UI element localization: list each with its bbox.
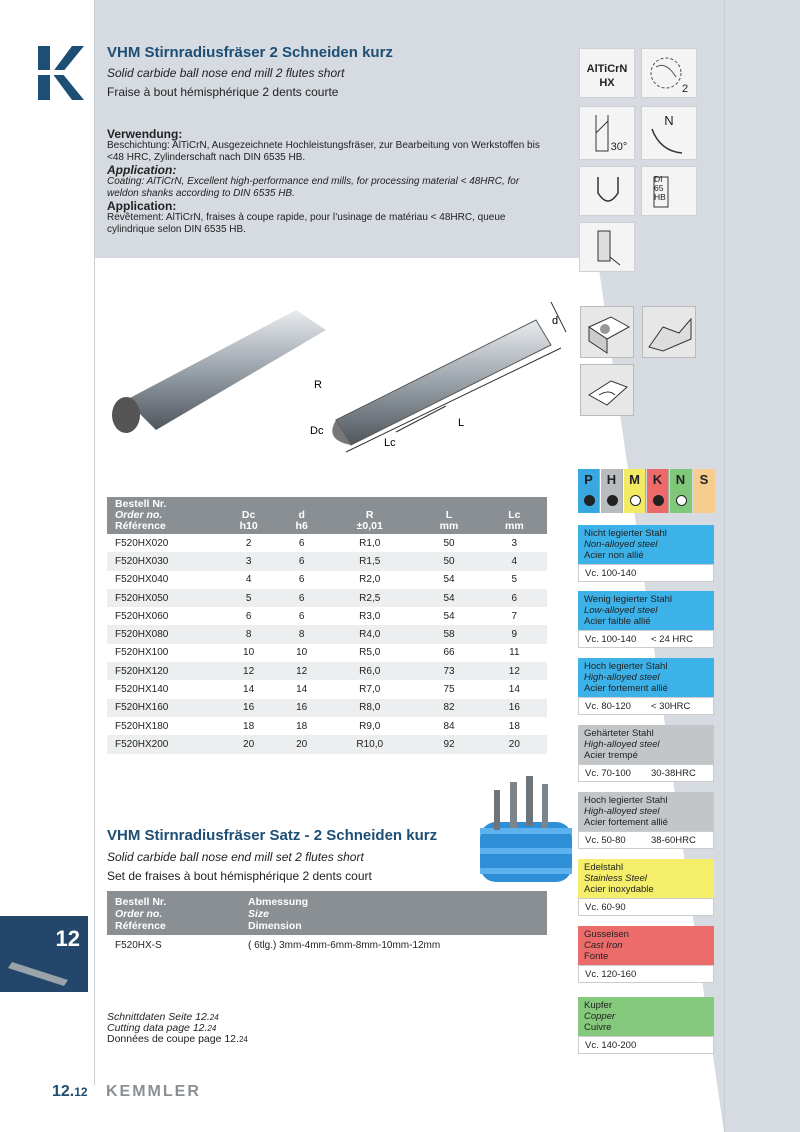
group-letter: H [606,472,617,487]
table-header-row [107,497,547,534]
spec-cell: 20 [217,735,280,753]
pocket-milling-icon [580,306,634,358]
helix-angle: 30° [610,141,628,153]
spec-cell: 8 [217,625,280,643]
spec-cell: 16 [217,699,280,717]
spec-cell: R4,0 [323,625,416,643]
usage-block [107,128,547,236]
usage-text-fr: Revêtement: AlTiCrN, fraises à coupe rapide, pour l’usinage de matériau < 48HRC, queue cylindrique selon DIN 6535 HB. [107,212,506,235]
label-lc: Lc [384,437,396,449]
table-row [107,607,547,625]
vc-value: Vc. 60-90 [585,902,626,913]
spec-cell: 2 [245,537,252,549]
vc-value: Vc. 70-100 [585,768,631,779]
material-entry [578,997,714,1054]
hardness-value: < 30HRC [651,701,691,712]
material-name-en: Stainless Steel [584,873,647,884]
table-row [107,571,547,589]
vc-value: Vc. 100-140 [585,634,637,645]
set-header-order-no: Bestell Nr. [115,896,167,908]
table-row [107,717,547,735]
material-name-en: High-alloyed steel [584,806,660,817]
shank-icon [641,166,697,216]
spec-cell: R2,0 [359,574,381,586]
tool-type-icon [641,106,697,160]
material-group-p [578,469,600,513]
spec-cell: R1,5 [323,552,416,570]
spec-cell: 12 [482,662,547,680]
header-order-no: Bestell Nr. Order no. Référence [107,497,217,534]
cutting-speed [578,1036,714,1054]
spec-cell: R7,0 [359,684,381,696]
spec-cell: 3 [217,552,280,570]
set-title-en: Solid carbide ball nose end mill set 2 flutes short [107,850,364,864]
spec-cell: 3 [511,537,518,549]
material-name-en: High-alloyed steel [584,672,660,683]
plunge-icon [579,222,635,272]
material-name-en: Copper [584,1011,616,1022]
table-row [107,625,547,643]
spec-cell: 5 [511,574,518,586]
tool-type: N [664,113,674,128]
tool-photo [112,310,326,433]
set-header-size-fr: Dimension [248,920,302,932]
spec-cell: 10 [296,647,308,659]
cutting-speed [578,697,714,715]
page-number: 12.12 [52,1083,88,1100]
material-name-en: Non-alloyed steel [584,539,658,550]
material-group-h [601,469,623,513]
cutting-ref-de-page: 24 [209,1013,219,1022]
cutting-ref-en: Cutting data page 12. [107,1022,208,1034]
spec-cell: 9 [482,625,547,643]
material-group-k [647,469,669,513]
spec-cell: 5 [217,589,280,607]
material-name-fr: Acier non allié [584,550,644,561]
set-header-size-en: Size [248,908,270,920]
hardness-value: < 24 HRC [651,634,693,645]
spec-cell: 50 [443,537,455,549]
vc-value: Vc. 80-120 [585,701,631,712]
table-row [107,699,547,717]
parts-table [107,497,547,754]
coating-icon [579,48,635,98]
material-name-de: Hoch legierter Stahl [584,795,668,806]
spec-cell: 84 [443,720,455,732]
material-name-en: High-alloyed steel [584,739,660,750]
spec-cell: 6 [280,552,323,570]
tool-dimension-drawing [332,302,566,452]
table-row [107,644,547,662]
material-name-en: Low-alloyed steel [584,605,658,616]
order-no-cell: F520HX060 [115,610,169,622]
spec-cell: 6 [482,589,547,607]
shank-line3: HB [654,192,666,202]
material-name-de: Nicht legierter Stahl [584,528,667,539]
cutting-ref-fr: Données de coupe page 12. [107,1033,239,1045]
suitability-dot [584,495,595,506]
helix-angle-icon [579,106,635,160]
spec-cell: 73 [416,662,481,680]
suitability-dot [607,495,618,506]
group-letter: M [629,472,640,487]
material-group-row [578,469,715,513]
spec-cell: 4 [245,574,252,586]
spec-cell: 58 [416,625,481,643]
spec-cell: R3,0 [359,610,381,622]
material-label [578,997,714,1036]
order-no-cell: F520HX160 [107,699,217,717]
flutes-icon [641,48,697,98]
label-l: L [458,417,465,429]
spec-cell: 14 [508,684,520,696]
order-no-cell: F520HX040 [115,574,169,586]
material-name-de: Kupfer [584,1000,612,1011]
tool-set-photo [470,772,580,892]
shank-line2: 65 [654,183,664,193]
group-letter: P [584,472,593,487]
product-title-de: VHM Stirnradiusfräser 2 Schneiden kurz [107,44,393,61]
table-row [107,534,547,552]
label-d: d [552,315,559,327]
spec-cell: 4 [482,552,547,570]
material-label [578,525,714,564]
group-letter: N [675,472,686,487]
header-d: d h6 [280,497,323,534]
material-name-de: Gusseisen [584,929,629,940]
set-table-row [107,937,547,955]
table-row [107,662,547,680]
set-header-order-no-fr: Référence [115,920,166,932]
material-name-fr: Acier fortement allié [584,683,668,694]
material-entry [578,658,714,715]
order-no-cell: F520HX020 [115,537,169,549]
group-letter: K [652,472,663,487]
order-no-cell: F520HX050 [107,589,217,607]
material-name-fr: Cuivre [584,1022,612,1033]
spec-cell: 7 [511,610,518,622]
spec-cell: 10 [243,647,255,659]
order-no-cell: F520HX200 [107,735,217,753]
material-group-m [624,469,646,513]
set-header-size: Abmessung [248,896,309,908]
material-entry [578,792,714,849]
spec-cell: 16 [280,699,323,717]
spec-cell: 20 [280,735,323,753]
material-name-fr: Acier faible allié [584,616,651,627]
spec-cell: 20 [482,735,547,753]
spec-cell: R5,0 [359,647,381,659]
material-name-de: Wenig legierter Stahl [584,594,673,605]
cutting-ref-en-page: 24 [207,1024,217,1033]
order-no-cell: F520HX080 [107,625,217,643]
coating-code: HX [599,77,615,89]
table-row [107,680,547,698]
table-row [107,735,547,753]
material-group-s [693,469,715,513]
spec-cell: 54 [443,610,455,622]
spec-cell: R1,0 [359,537,381,549]
material-entry [578,725,714,782]
vc-value: Vc. 140-200 [585,1040,637,1051]
left-divider [94,0,95,1085]
cutting-speed [578,630,714,648]
spec-cell: R6,0 [323,662,416,680]
spec-cell: 18 [296,720,308,732]
usage-text-de: Beschichtung: AlTiCrN, Ausgezeichnete Hochleistungsfräser, zur Bearbeitung von Werkstoffen bis <48 HRC, Zylinderschaft nach DIN 6535 HB. [107,140,540,163]
chapter-tab [0,916,88,992]
material-entry [578,591,714,648]
spec-cell: 50 [416,552,481,570]
label-dc: Dc [310,425,324,437]
usage-label-fr: Application: [107,199,177,213]
order-no-cell: F520HX100 [115,647,169,659]
suitability-dot [653,495,664,506]
material-group-n [670,469,692,513]
material-name-fr: Fonte [584,951,609,962]
label-r: R [314,379,322,391]
spec-cell: 6 [298,610,305,622]
spec-cell: 16 [482,699,547,717]
cutting-speed [578,831,714,849]
spec-cell: 54 [443,574,455,586]
header-dc: Dc h10 [217,497,280,534]
set-order-no: F520HX-S [115,940,162,951]
material-entry [578,859,714,916]
spec-cell: R2,5 [323,589,416,607]
brand-name: KEMMLER [106,1083,201,1100]
spec-cell: 14 [296,684,308,696]
material-name-fr: Acier inoxydable [584,884,654,895]
material-name-fr: Acier trempé [584,750,638,761]
material-label [578,926,714,965]
material-label [578,725,714,764]
spec-cell: 8 [280,625,323,643]
spec-cell: R9,0 [359,720,381,732]
spec-cell: 92 [416,735,481,753]
order-no-cell: F520HX180 [115,720,169,732]
header-lc: Lc mm [482,497,547,534]
flutes-count: 2 [681,83,689,95]
set-title-fr: Set de fraises à bout hémisphérique 2 dents court [107,869,372,883]
vc-value: Vc. 120-160 [585,969,637,980]
cutting-data-reference [107,1012,248,1045]
cutting-speed [578,965,714,983]
cutting-ref-de: Schnittdaten Seite 12. [107,1011,210,1023]
order-no-cell: F520HX030 [107,552,217,570]
kemmler-k-logo [38,46,84,100]
material-name-fr: Acier fortement allié [584,817,668,828]
header-r: R ±0,01 [323,497,416,534]
spec-cell: 75 [443,684,455,696]
cutting-speed [578,898,714,916]
product-title-fr: Fraise à bout hémisphérique 2 dents courte [107,85,339,99]
ball-nose-icon [579,166,635,216]
header-l: L mm [416,497,481,534]
material-name-en: Cast Iron [584,940,623,951]
usage-label-de: Verwendung: [107,127,183,141]
hardness-value: 30-38HRC [651,768,696,779]
material-label [578,792,714,831]
spec-cell: 6 [298,574,305,586]
shank-standard [654,175,708,202]
spec-cell: R10,0 [323,735,416,753]
hardness-value: 38-60HRC [651,835,696,846]
set-header-order-no-en: Order no. [115,908,163,920]
spec-cell: 11 [509,647,520,659]
cutting-ref-fr-page: 24 [238,1035,248,1044]
contour-milling-icon [642,306,696,358]
usage-label-en: Application: [107,163,177,177]
vc-value: Vc. 50-80 [585,835,626,846]
material-entry [578,525,714,582]
spec-cell: 14 [243,684,255,696]
material-label [578,658,714,697]
material-label [578,591,714,630]
suitability-dot [676,495,687,506]
spec-cell: 12 [280,662,323,680]
set-table-header [107,891,547,935]
spec-cell: 66 [443,647,455,659]
material-name-de: Hoch legierter Stahl [584,661,668,672]
order-no-cell: F520HX120 [107,662,217,680]
product-title-en: Solid carbide ball nose end mill 2 flutes short [107,66,345,80]
cutting-speed [578,764,714,782]
set-dimension: ( 6tlg.) 3mm-4mm-6mm-8mm-10mm-12mm [248,940,441,951]
cutting-speed [578,564,714,582]
chapter-number: 12 [55,926,80,951]
table-row [107,552,547,570]
chapter-tool-thumbnail [8,956,78,990]
tool-illustration [96,280,586,480]
shank-line1: DI [654,174,663,184]
coating-name: AlTiCrN [586,63,628,75]
material-label [578,859,714,898]
spec-cell: 82 [416,699,481,717]
material-name-de: Edelstahl [584,862,624,873]
usage-text-en: Coating: AlTiCrN, Excellent high-performance end mills, for processing material < 48HRC, for weldon shanks according to DIN 6535 HB. [107,176,520,199]
spec-cell: 12 [217,662,280,680]
order-no-cell: F520HX140 [115,684,169,696]
spec-cell: 6 [245,610,252,622]
spec-cell: 6 [298,537,305,549]
vc-value: Vc. 100-140 [585,568,637,579]
material-name-de: Gehärteter Stahl [584,728,654,739]
spec-cell: 18 [243,720,255,732]
set-title-de: VHM Stirnradiusfräser Satz - 2 Schneiden kurz [107,827,438,844]
profile-milling-icon [580,364,634,416]
spec-cell: 54 [416,589,481,607]
spec-cell: 6 [280,589,323,607]
group-letter: S [699,472,709,487]
table-row [107,589,547,607]
suitability-dot [630,495,641,506]
material-entry [578,926,714,983]
spec-cell: 18 [508,720,520,732]
spec-cell: R8,0 [323,699,416,717]
